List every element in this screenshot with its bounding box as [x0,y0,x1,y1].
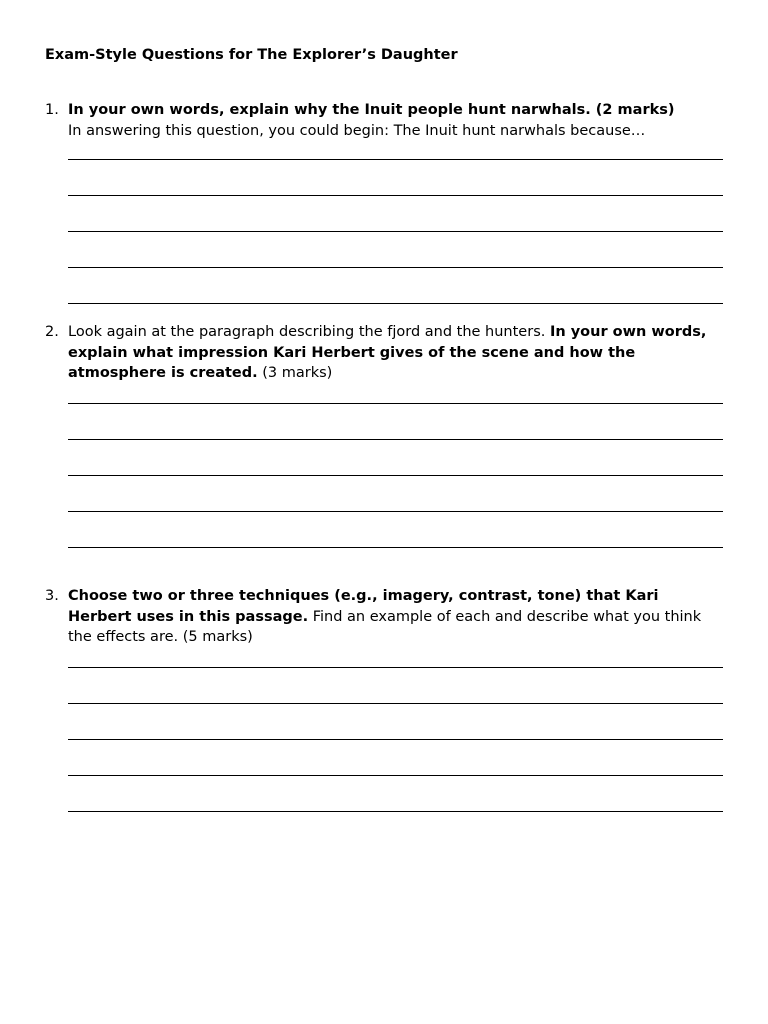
question-number: 1. [45,102,59,118]
question-prompt: In answering this question, you could begin: The Inuit hunt narwhals because… [68,122,646,139]
answer-line[interactable] [68,739,723,740]
question-bold-text: Choose two or three techniques (e.g., imagery, contrast, tone) that Kari Herbert uses in this passage. [68,588,659,625]
question-number: 3. [45,588,59,604]
answer-line[interactable] [68,303,723,304]
question-2 [45,322,725,384]
answer-line[interactable] [68,195,723,196]
question-number: 2. [45,324,59,340]
question-bold-text: In your own words, explain why the Inuit people hunt narwhals. (2 marks) [68,102,675,118]
question-bold-text: In your own words, explain what impression Kari Herbert gives of the scene and how the atmosphere is created. [68,324,707,381]
question-marks-text: (3 marks) [257,365,333,381]
answer-line[interactable] [68,667,723,668]
answer-line[interactable] [68,159,723,160]
question-text [68,586,725,648]
question-text [68,100,725,141]
answer-line[interactable] [68,403,723,404]
answer-line[interactable] [68,439,723,440]
answer-line[interactable] [68,811,723,812]
answer-line[interactable] [68,475,723,476]
question-3 [45,586,725,648]
answer-line[interactable] [68,231,723,232]
question-1 [45,100,725,141]
question-text [68,322,725,384]
answer-line[interactable] [68,511,723,512]
answer-line[interactable] [68,547,723,548]
answer-line[interactable] [68,267,723,268]
answer-line[interactable] [68,775,723,776]
question-instruction-text: Find an example of each and describe what you think the effects are. (5 marks) [68,608,702,645]
page-title: Exam-Style Questions for The Explorer’s Daughter [45,47,458,63]
question-intro-text: Look again at the paragraph describing the fjord and the hunters. [68,324,550,340]
answer-line[interactable] [68,703,723,704]
